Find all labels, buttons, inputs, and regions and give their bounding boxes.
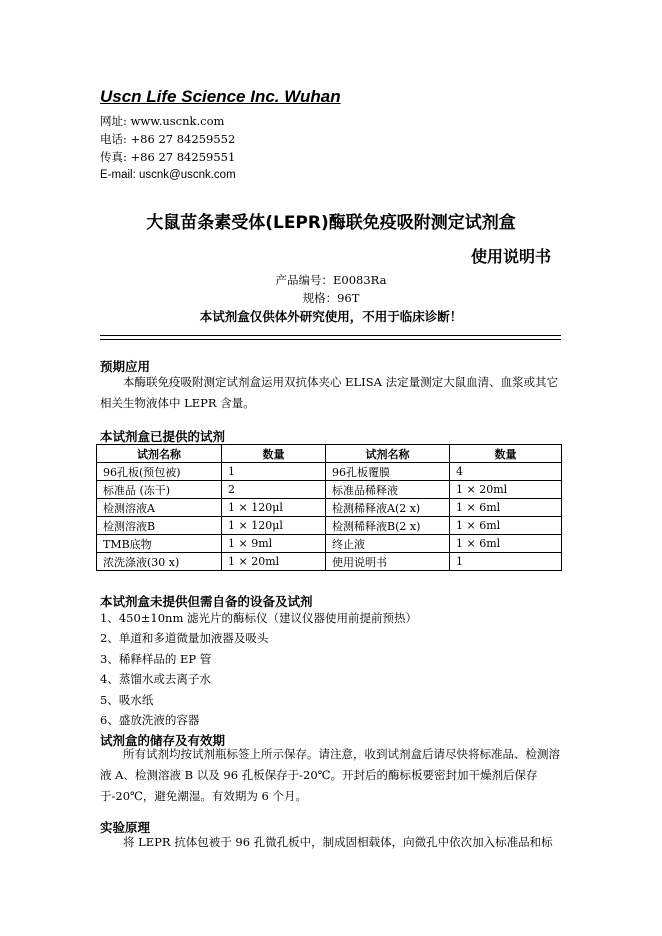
heading-principle: 实验原理 bbox=[100, 820, 151, 835]
storage-text bbox=[100, 744, 562, 807]
contact-phone: 电话: +86 27 84259552 bbox=[100, 132, 236, 146]
contact-website: 网址: www.uscnk.com bbox=[100, 114, 225, 128]
reagents-table bbox=[96, 444, 562, 571]
table-cell: 使用说明书 bbox=[326, 553, 450, 571]
storage-body: 所有试剂均按试剂瓶标签上所示保存。请注意，收到试剂盒后请尽快将标准品、检测溶液 A、检测溶液 B 以及 96 孔板保存于-20℃。开封后的酶标板要密封加干燥剂后保存于-20℃，避免潮湿。有效期为 6 个月。 bbox=[100, 747, 560, 803]
table-cell: 1 bbox=[450, 553, 562, 571]
not-provided-item: 3、稀释样品的 EP 管 bbox=[100, 652, 212, 666]
table-cell: 1 × 20ml bbox=[222, 553, 326, 571]
table-row bbox=[97, 553, 562, 571]
table-cell: 1 × 120μl bbox=[222, 517, 326, 535]
divider-top bbox=[100, 335, 561, 336]
not-provided-item: 2、单道和多道微量加液器及吸头 bbox=[100, 631, 269, 645]
table-row bbox=[97, 463, 562, 481]
table-cell: 检测溶液A bbox=[97, 499, 222, 517]
product-code: 产品编号：E0083Ra bbox=[275, 273, 387, 287]
intended-use-text bbox=[100, 372, 562, 414]
table-cell: 检测溶液B bbox=[97, 517, 222, 535]
table-cell: 4 bbox=[450, 463, 562, 481]
document-title: 大鼠苗条素受体(LEPR)酶联免疫吸附测定试剂盒 bbox=[146, 213, 516, 233]
table-cell: 标准品 (冻干) bbox=[97, 481, 222, 499]
table-cell: 2 bbox=[222, 481, 326, 499]
table-cell: 1 × 9ml bbox=[222, 535, 326, 553]
principle-text bbox=[100, 832, 562, 853]
table-cell: TMB底物 bbox=[97, 535, 222, 553]
col-header: 数量 bbox=[222, 445, 326, 463]
contact-email: E-mail: uscnk@uscnk.com bbox=[100, 169, 236, 181]
table-cell: 1 × 6ml bbox=[450, 535, 562, 553]
heading-not-provided: 本试剂盒未提供但需自备的设备及试剂 bbox=[100, 594, 313, 609]
table-cell: 96孔板(预包被) bbox=[97, 463, 222, 481]
company-name: Uscn Life Science Inc. Wuhan bbox=[100, 87, 341, 106]
table-cell: 检测稀释液B(2 x) bbox=[326, 517, 450, 535]
heading-provided-reagents: 本试剂盒已提供的试剂 bbox=[100, 429, 226, 444]
table-cell: 96孔板覆膜 bbox=[326, 463, 450, 481]
table-row bbox=[97, 499, 562, 517]
col-header: 试剂名称 bbox=[326, 445, 450, 463]
table-row bbox=[97, 535, 562, 553]
heading-storage: 试剂盒的储存及有效期 bbox=[100, 733, 226, 748]
not-provided-item: 1、450±10nm 滤光片的酶标仪（建议仪器使用前提前预热） bbox=[100, 611, 417, 625]
table-header-row bbox=[97, 445, 562, 463]
table-cell: 终止液 bbox=[326, 535, 450, 553]
spec: 规格：96T bbox=[302, 291, 360, 305]
document-subtitle: 使用说明书 bbox=[470, 247, 551, 266]
table-row bbox=[97, 517, 562, 535]
principle-body: 将 LEPR 抗体包被于 96 孔微孔板中，制成固相载体，向微孔中依次加入标准品和标 bbox=[123, 835, 553, 849]
table-cell: 1 bbox=[222, 463, 326, 481]
table-cell: 浓洗涤液(30 x) bbox=[97, 553, 222, 571]
divider-bottom bbox=[100, 339, 561, 340]
contact-fax: 传真: +86 27 84259551 bbox=[100, 150, 236, 164]
col-header: 试剂名称 bbox=[97, 445, 222, 463]
table-cell: 标准品稀释液 bbox=[326, 481, 450, 499]
col-header: 数量 bbox=[450, 445, 562, 463]
table-cell: 1 × 6ml bbox=[450, 499, 562, 517]
table-row bbox=[97, 481, 562, 499]
table-cell: 检测稀释液A(2 x) bbox=[326, 499, 450, 517]
not-provided-item: 6、盛放洗液的容器 bbox=[100, 713, 200, 727]
not-provided-item: 4、蒸馏水或去离子水 bbox=[100, 672, 211, 686]
heading-intended-use: 预期应用 bbox=[100, 359, 151, 374]
not-provided-item: 5、吸水纸 bbox=[100, 693, 154, 707]
table-cell: 1 × 6ml bbox=[450, 517, 562, 535]
research-use-notice: 本试剂盒仅供体外研究使用，不用于临床诊断！ bbox=[199, 309, 463, 324]
table-cell: 1 × 120μl bbox=[222, 499, 326, 517]
table-cell: 1 × 20ml bbox=[450, 481, 562, 499]
intended-use-body: 本酶联免疫吸附测定试剂盒运用双抗体夹心 ELISA 法定量测定大鼠血清、血浆或其它相关生物液体中 LEPR 含量。 bbox=[100, 375, 559, 410]
